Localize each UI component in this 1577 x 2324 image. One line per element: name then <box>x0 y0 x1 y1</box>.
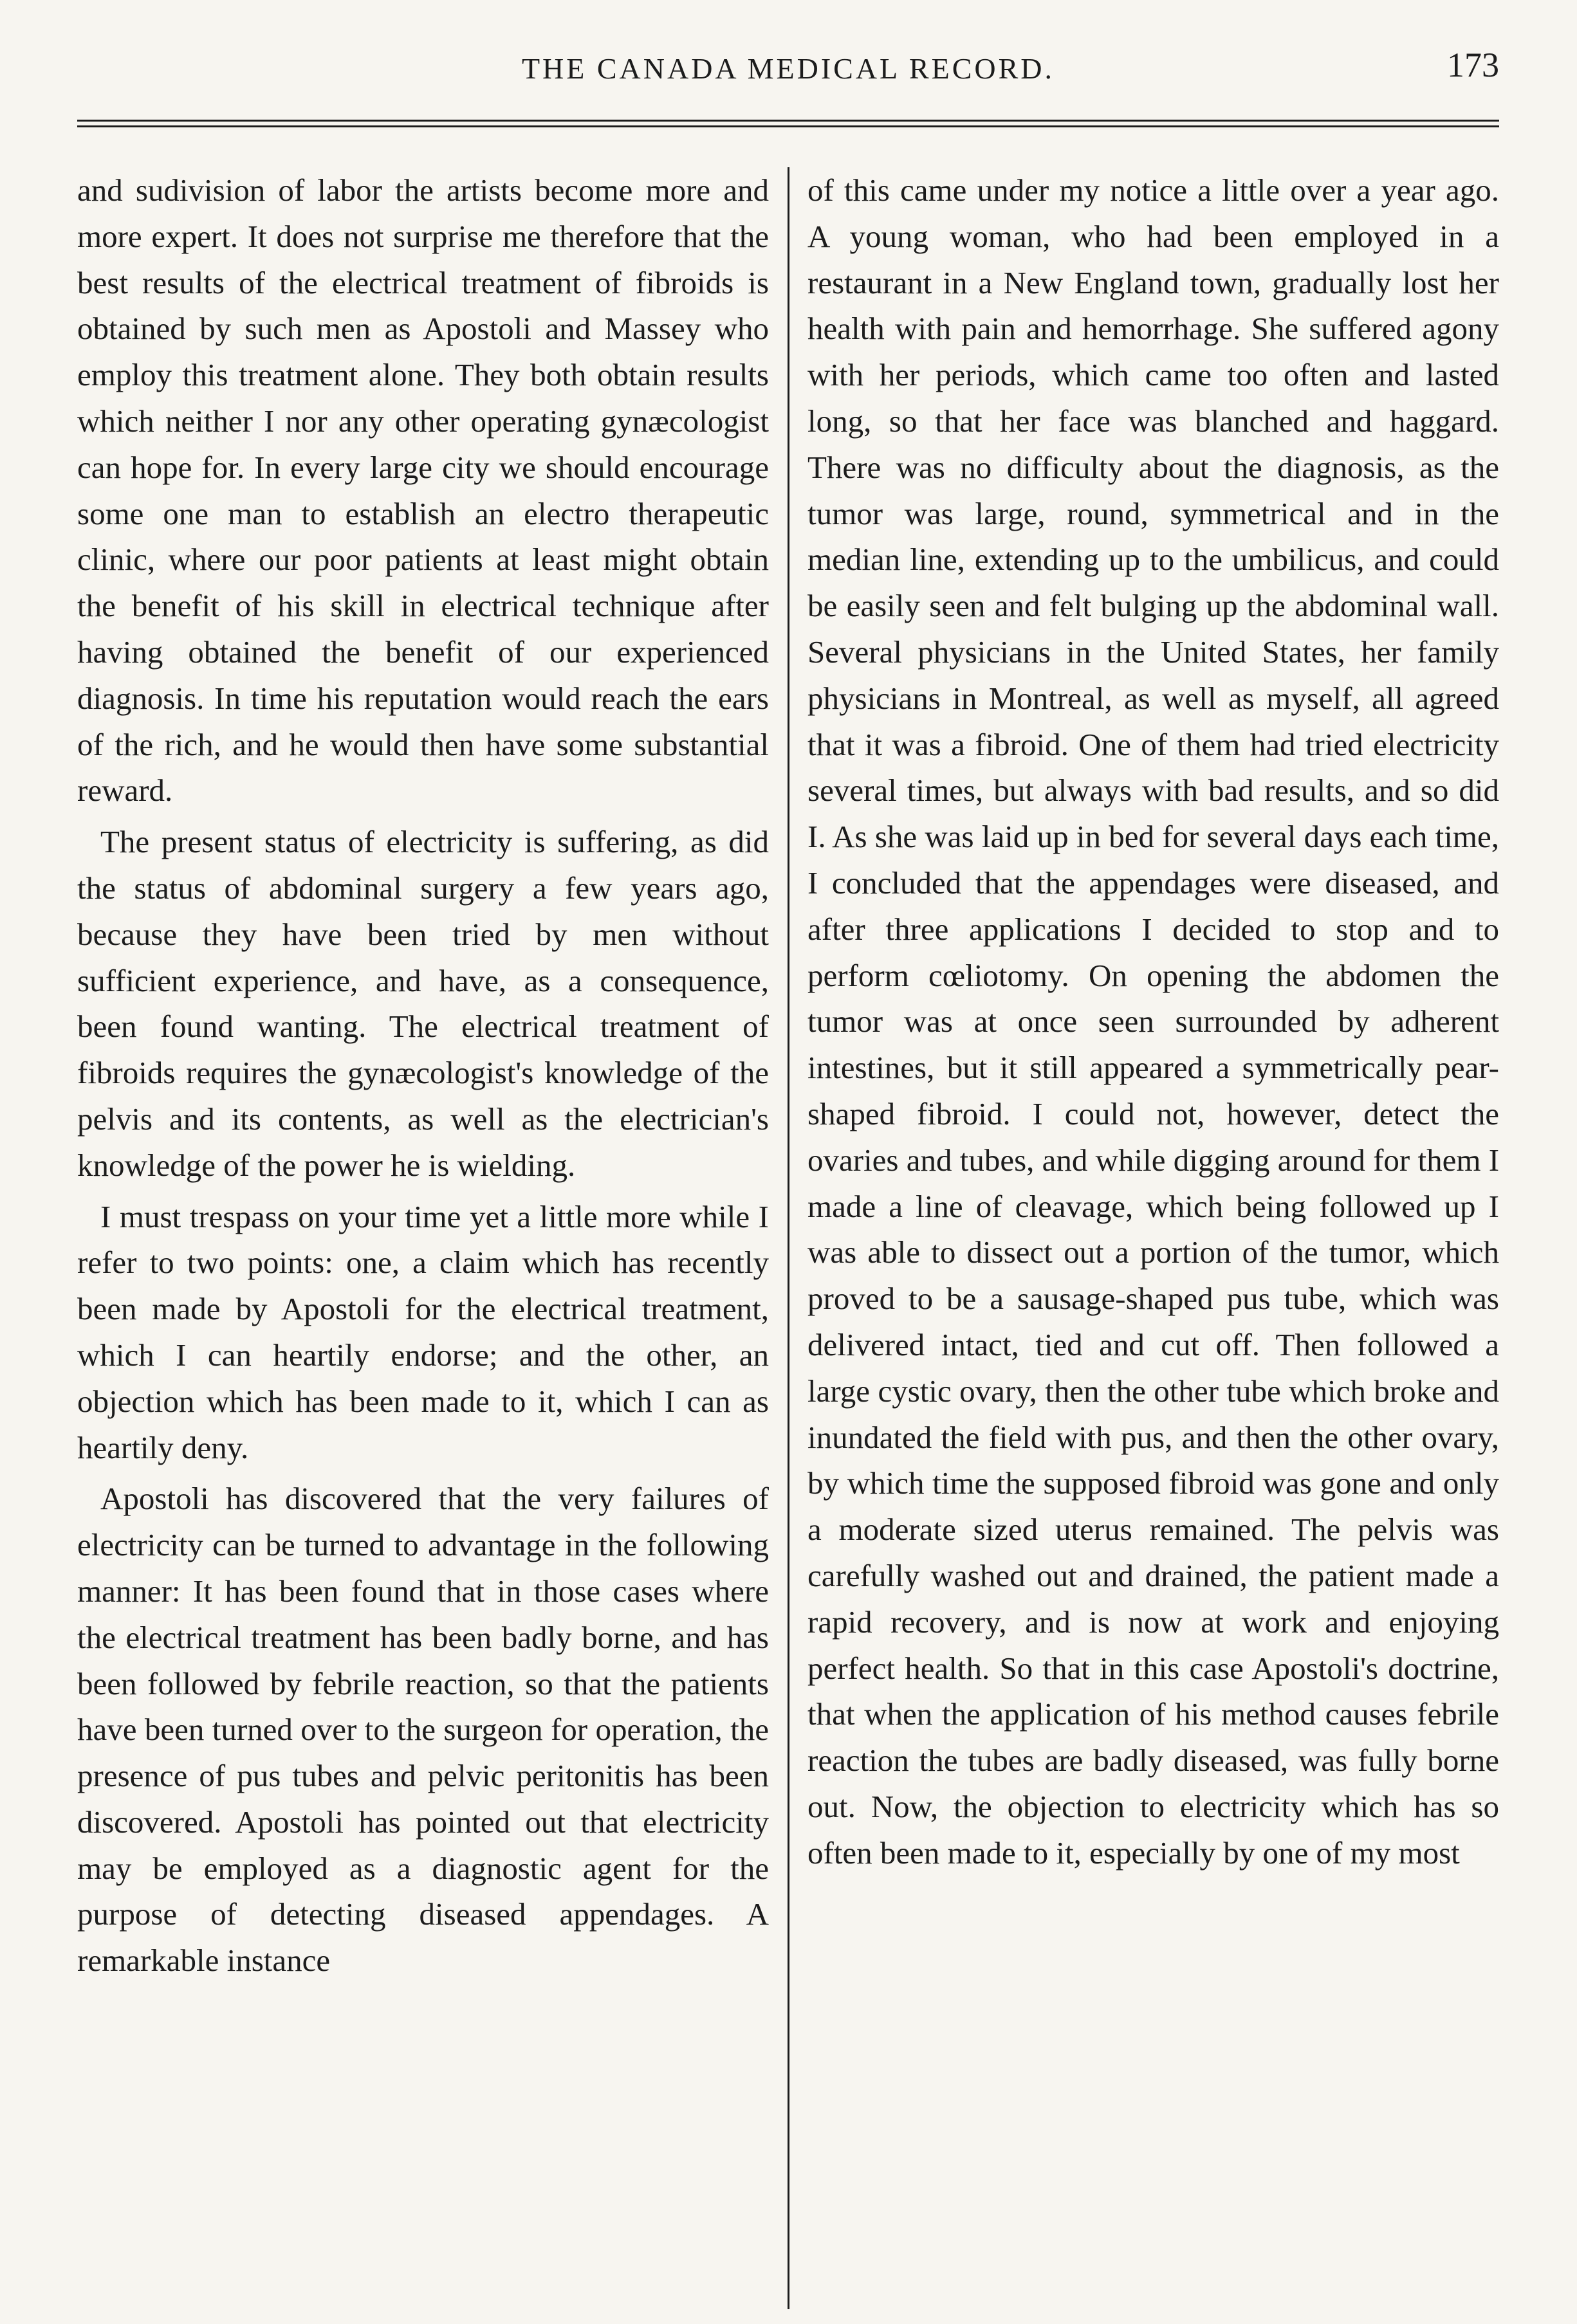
left-paragraph-4: Apostoli has discovered that the very failures of electricity can be turned to advantage in the following manner: It has been found that in those cases where the electrical treatment has been badly borne, and has been followed by febrile reaction, so that the patients have been turned over to the surgeon for operation, the presence of pus tubes and pelvic peritonitis has been discovered. Apostoli has pointed out that electricity may be employed as a diagnostic agent for the purpose of detecting diseased appendages. A remarkable instance <box>77 1481 769 1979</box>
journal-title: THE CANADA MEDICAL RECORD. <box>521 52 1055 85</box>
journal-page <box>77 45 1499 2283</box>
running-head <box>77 45 1499 103</box>
left-paragraph-3: I must trespass on your time yet a little more while I refer to two points: one, a claim which has recently been made by Apostoli for the electrical treatment, which I can heartily endorse; and the other, an objection which has been made to it, which I can as heartily deny. <box>77 1198 769 1465</box>
body-columns <box>77 167 1499 2283</box>
left-paragraph-1: and sudivision of labor the artists become more and more expert. It does not surprise me therefore that the best results of the electrical treatment of fibroids is obtained by such men as Apostoli and Massey who employ this treatment alone. They both obtain results which neither I nor any other operating gynæcologist can hope for. In every large city we should encourage some one man to establish an electro therapeutic clinic, where our poor patients at least might obtain the benefit of his skill in electrical technique after having obtained the benefit of our experienced diagnosis. In time his reputation would reach the ears of the rich, and he would then have some substantial reward. <box>77 172 769 809</box>
page-number: 173 <box>1447 46 1499 84</box>
header-double-rule <box>77 120 1499 127</box>
column-divider <box>788 167 789 2309</box>
left-column <box>77 167 769 2283</box>
right-column <box>807 167 1499 2283</box>
right-paragraph-1: of this came under my notice a little over a year ago. A young woman, who had been employed in a restaurant in a New England town, gradually lost her health with pain and hemorrhage. She suffered agony with her periods, which came too often and lasted long, so that her face was blanched and haggard. There was no difficulty about the diagnosis, as the tumor was large, round, symmetrical and in the median line, extending up to the umbilicus, and could be easily seen and felt bulging up the abdominal wall. Several physicians in the United States, her family physicians in Montreal, as well as myself, all agreed that it was a fibroid. One of them had tried electricity several times, but always with bad results, and so did I. As she was laid up in bed for several days each time, I concluded that the appendages were diseased, and after three applications I decided to stop and to perform cœliotomy. On opening the abdomen the tumor was at once seen surrounded by adherent intestines, but it still appeared a symmetrically pear-shaped fibroid. I could not, however, detect the ovaries and tubes, and while digging around for them I made a line of cleavage, which being followed up I was able to dissect out a portion of the tumor, which proved to be a sausage-shaped pus tube, which was delivered intact, tied and cut off. Then followed a large cystic ovary, then the other tube which broke and inundated the field with pus, and then the other ovary, by which time the supposed fibroid was gone and only a moderate sized uterus remained. The pelvis was carefully washed out and drained, the patient made a rapid recovery, and is now at work and enjoying perfect health. So that in this case Apostoli's doctrine, that when the application of his method causes febrile reaction the tubes are badly diseased, was fully borne out. Now, the objection to electricity which has so often been made to it, especially by one of my most <box>807 172 1500 1871</box>
left-paragraph-2: The present status of electricity is suffering, as did the status of abdominal surgery a few years ago, because they have been tried by men without sufficient experience, and have, as a consequence, been found wanting. The electrical treatment of fibroids requires the gynæcologist's knowledge of the pelvis and its contents, as well as the electrician's knowledge of the power he is wielding. <box>77 824 769 1183</box>
